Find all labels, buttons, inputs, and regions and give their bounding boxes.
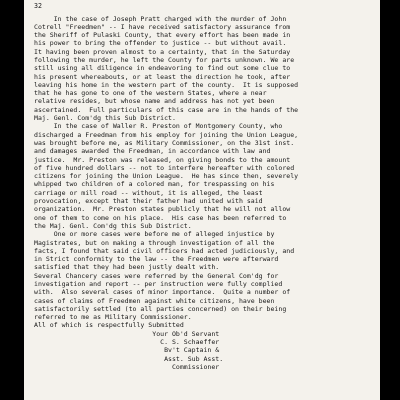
document-page <box>24 0 380 400</box>
text-line: ascertained. Full particulars of this case are in the hands of the <box>34 105 299 114</box>
text-line: discharged a Freedman from his employ for joining the Union League, <box>34 130 299 139</box>
text-line: One or more cases were before me of alleged injustice by <box>34 230 275 239</box>
letter-body <box>34 15 374 372</box>
text-line: and damages awarded the Freedman, in accordance with law and <box>34 147 271 156</box>
text-line: provocation, except that their father had united with said <box>34 197 263 206</box>
text-line: Bv't Captain & <box>34 346 220 355</box>
text-line: the Maj. Genl. Com'dg this Sub District. <box>34 221 192 230</box>
text-line: Commissioner <box>34 362 220 371</box>
text-line: whipped two children of a colored man, for trespassing on his <box>34 180 275 189</box>
text-line: facts, I found that said civil officers had acted judiciously, and <box>34 246 295 255</box>
text-line: justice. Mr. Preston was released, on giving bonds to the amount <box>34 155 291 164</box>
text-line: It having been proven almost to a certainty, that in the Saturday <box>34 47 291 56</box>
text-line: Maj. Genl. Com'dg this Sub District. <box>34 114 176 123</box>
text-line: that he has gone to one of the western States, where a near <box>34 89 267 98</box>
text-line: In the case of Joseph Pratt charged with the murder of John <box>34 14 287 23</box>
text-line: following the murder, he left the County for parts unknown. We are <box>34 55 295 64</box>
text-line: In the case of Waller R. Preston of Montgomery County, who <box>34 122 283 131</box>
text-line: referred to me as Military Commissioner. <box>34 313 192 322</box>
text-line: organization. Mr. Preston states publicly that he will not allow <box>34 205 291 214</box>
text-line: satisfied that they had been justly dealt with. <box>34 263 220 272</box>
text-line: carriage or mill road -- without, it is alleged, the least <box>34 188 263 197</box>
text-line: relative resides, but whose name and address has not yet been <box>34 97 275 106</box>
text-line: citizens for joining the Union League. He has since then, severely <box>34 172 299 181</box>
text-line: Asst. Sub Asst. <box>34 354 224 363</box>
text-line: investigation and report -- per instruction were fully complied <box>34 280 283 288</box>
text-line: Several Chancery cases were referred by the General Com'dg for <box>34 271 279 280</box>
text-line: cases of claims of Freedmen against white citizens, have been <box>34 296 275 305</box>
text-line: of five hundred dollars -- not to interfere hereafter with colored <box>34 163 295 172</box>
text-line: was brought before me, as Military Commissioner, on the 31st inst. <box>34 138 295 147</box>
text-line: All of which is respectfully Submitted <box>34 321 184 330</box>
text-line: Your Ob'd Servant <box>34 329 220 338</box>
page-number: 32 <box>34 2 42 10</box>
text-line: in Strict conformity to the law -- the Freedmen were afterward <box>34 255 279 264</box>
text-line: Cotrell "Freedmen" -- I have received satisfactory assurance from <box>34 22 291 31</box>
text-line: the Sheriff of Pulaski County, that every effort has been made in <box>34 31 291 40</box>
text-line: C. S. Schaeffer <box>34 338 220 347</box>
text-line: satisfactorily settled (to all parties concerned) on their being <box>34 304 287 313</box>
text-line: his present whereabouts, or at least the direction he took, after <box>34 72 291 81</box>
text-line: Magistrates, but on making a through investigation of all the <box>34 238 275 247</box>
text-line: still using all diligence in endeavoring to find out some clue to <box>34 64 291 73</box>
text-line: with. Also several cases of minor importance. Quite a number of <box>34 288 291 297</box>
text-line: leaving his home in the western part of the county. It is supposed <box>34 80 299 89</box>
text-line: one of them to come on his place. His case has been referred to <box>34 213 287 222</box>
text-line: his power to bring the offender to justice -- but without avail. <box>34 39 287 48</box>
